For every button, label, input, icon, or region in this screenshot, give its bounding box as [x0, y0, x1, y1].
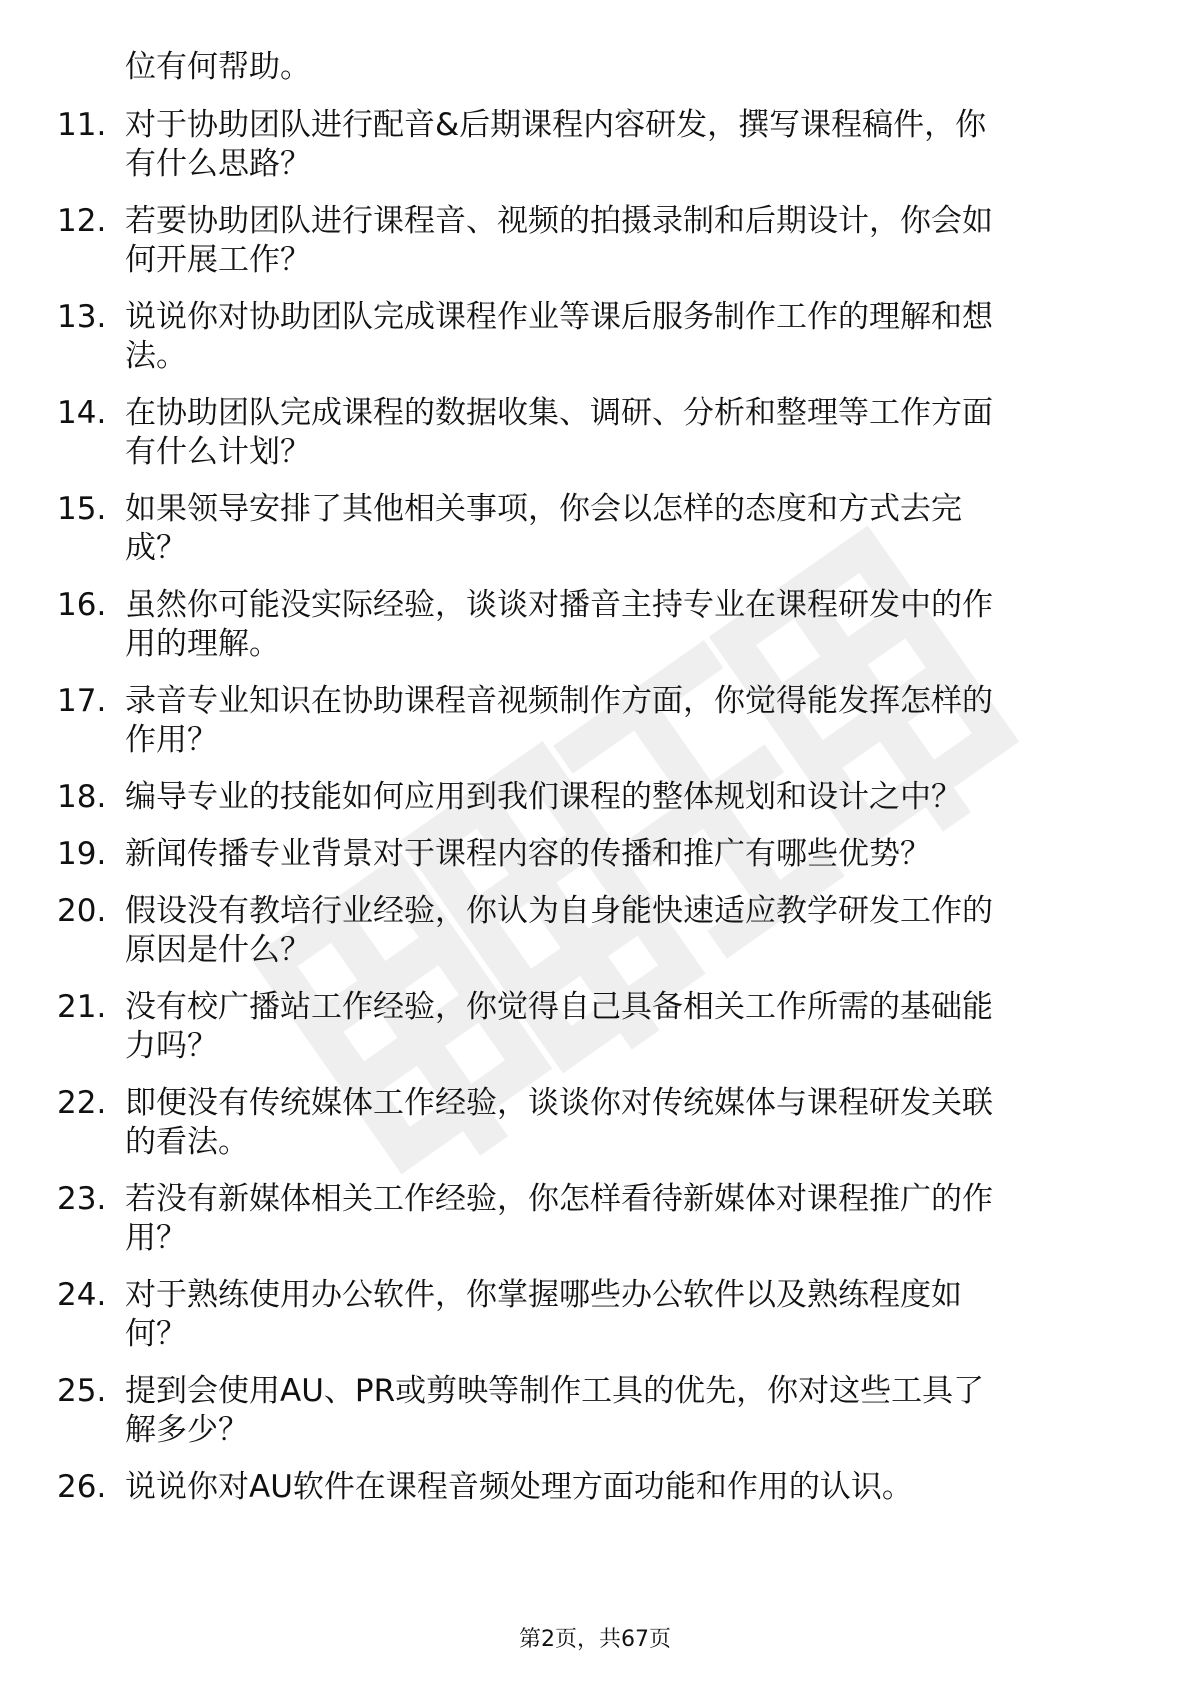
question-number: 24. — [57, 1277, 107, 1313]
question-text-line: 何开展工作？ — [125, 242, 311, 278]
question-number: 17. — [57, 683, 107, 719]
question-number: 23. — [57, 1181, 107, 1217]
question-text-line: 若没有新媒体相关工作经验，你怎样看待新媒体对课程推广的作 — [125, 1181, 993, 1217]
question-text-line: 虽然你可能没实际经验，谈谈对播音主持专业在课程研发中的作 — [125, 587, 993, 623]
question-text-line: 法。 — [125, 338, 187, 374]
question-text-line: 录音专业知识在协助课程音视频制作方面，你觉得能发挥怎样的 — [125, 683, 993, 719]
question-number: 25. — [57, 1373, 107, 1409]
question-text-line: 用的理解。 — [125, 626, 280, 662]
question-text-line: 编导专业的技能如何应用到我们课程的整体规划和设计之中？ — [125, 779, 962, 815]
question-number: 12. — [57, 203, 107, 239]
question-number: 21. — [57, 989, 107, 1025]
question-text-line: 若要协助团队进行课程音、视频的拍摄录制和后期设计，你会如 — [125, 203, 993, 239]
question-text-line: 用？ — [125, 1220, 187, 1256]
question-text-line: 作用？ — [125, 722, 218, 758]
question-number: 19. — [57, 836, 107, 872]
question-text-line: 在协助团队完成课程的数据收集、调研、分析和整理等工作方面 — [125, 395, 993, 431]
question-text-line: 即便没有传统媒体工作经验，谈谈你对传统媒体与课程研发关联 — [125, 1085, 993, 1121]
question-text-line: 何？ — [125, 1316, 187, 1352]
question-text-line: 成？ — [125, 530, 187, 566]
question-number: 11. — [57, 107, 107, 143]
question-text-line: 有什么计划？ — [125, 434, 311, 470]
question-number: 13. — [57, 299, 107, 335]
continuation-text: 位有何帮助。 — [125, 49, 311, 85]
question-number: 20. — [57, 893, 107, 929]
question-text-line: 提到会使用AU、PR或剪映等制作工具的优先，你对这些工具了 — [125, 1373, 985, 1409]
question-text-line: 原因是什么？ — [125, 932, 311, 968]
question-number: 15. — [57, 491, 107, 527]
question-text-line: 的看法。 — [125, 1124, 249, 1160]
question-text-line: 说说你对AU软件在课程音频处理方面功能和作用的认识。 — [125, 1469, 913, 1505]
question-number: 14. — [57, 395, 107, 431]
question-text-line: 假设没有教培行业经验，你认为自身能快速适应教学研发工作的 — [125, 893, 993, 929]
question-text-line: 新闻传播专业背景对于课程内容的传播和推广有哪些优势？ — [125, 836, 931, 872]
question-text-line: 解多少？ — [125, 1412, 249, 1448]
page-footer: 第2页，共67页 — [519, 1627, 671, 1652]
question-number: 18. — [57, 779, 107, 815]
question-text-line: 说说你对协助团队完成课程作业等课后服务制作工作的理解和想 — [125, 299, 993, 335]
question-text-line: 如果领导安排了其他相关事项，你会以怎样的态度和方式去完 — [125, 491, 962, 527]
question-text-line: 没有校广播站工作经验，你觉得自己具备相关工作所需的基础能 — [125, 989, 993, 1025]
question-text-line: 力吗？ — [125, 1028, 218, 1064]
question-number: 26. — [57, 1469, 107, 1505]
question-number: 16. — [57, 587, 107, 623]
question-text-line: 对于熟练使用办公软件，你掌握哪些办公软件以及熟练程度如 — [125, 1277, 962, 1313]
question-number: 22. — [57, 1085, 107, 1121]
question-text-line: 对于协助团队进行配音&后期课程内容研发，撰写课程稿件，你 — [125, 107, 987, 143]
question-text-line: 有什么思路？ — [125, 146, 311, 182]
